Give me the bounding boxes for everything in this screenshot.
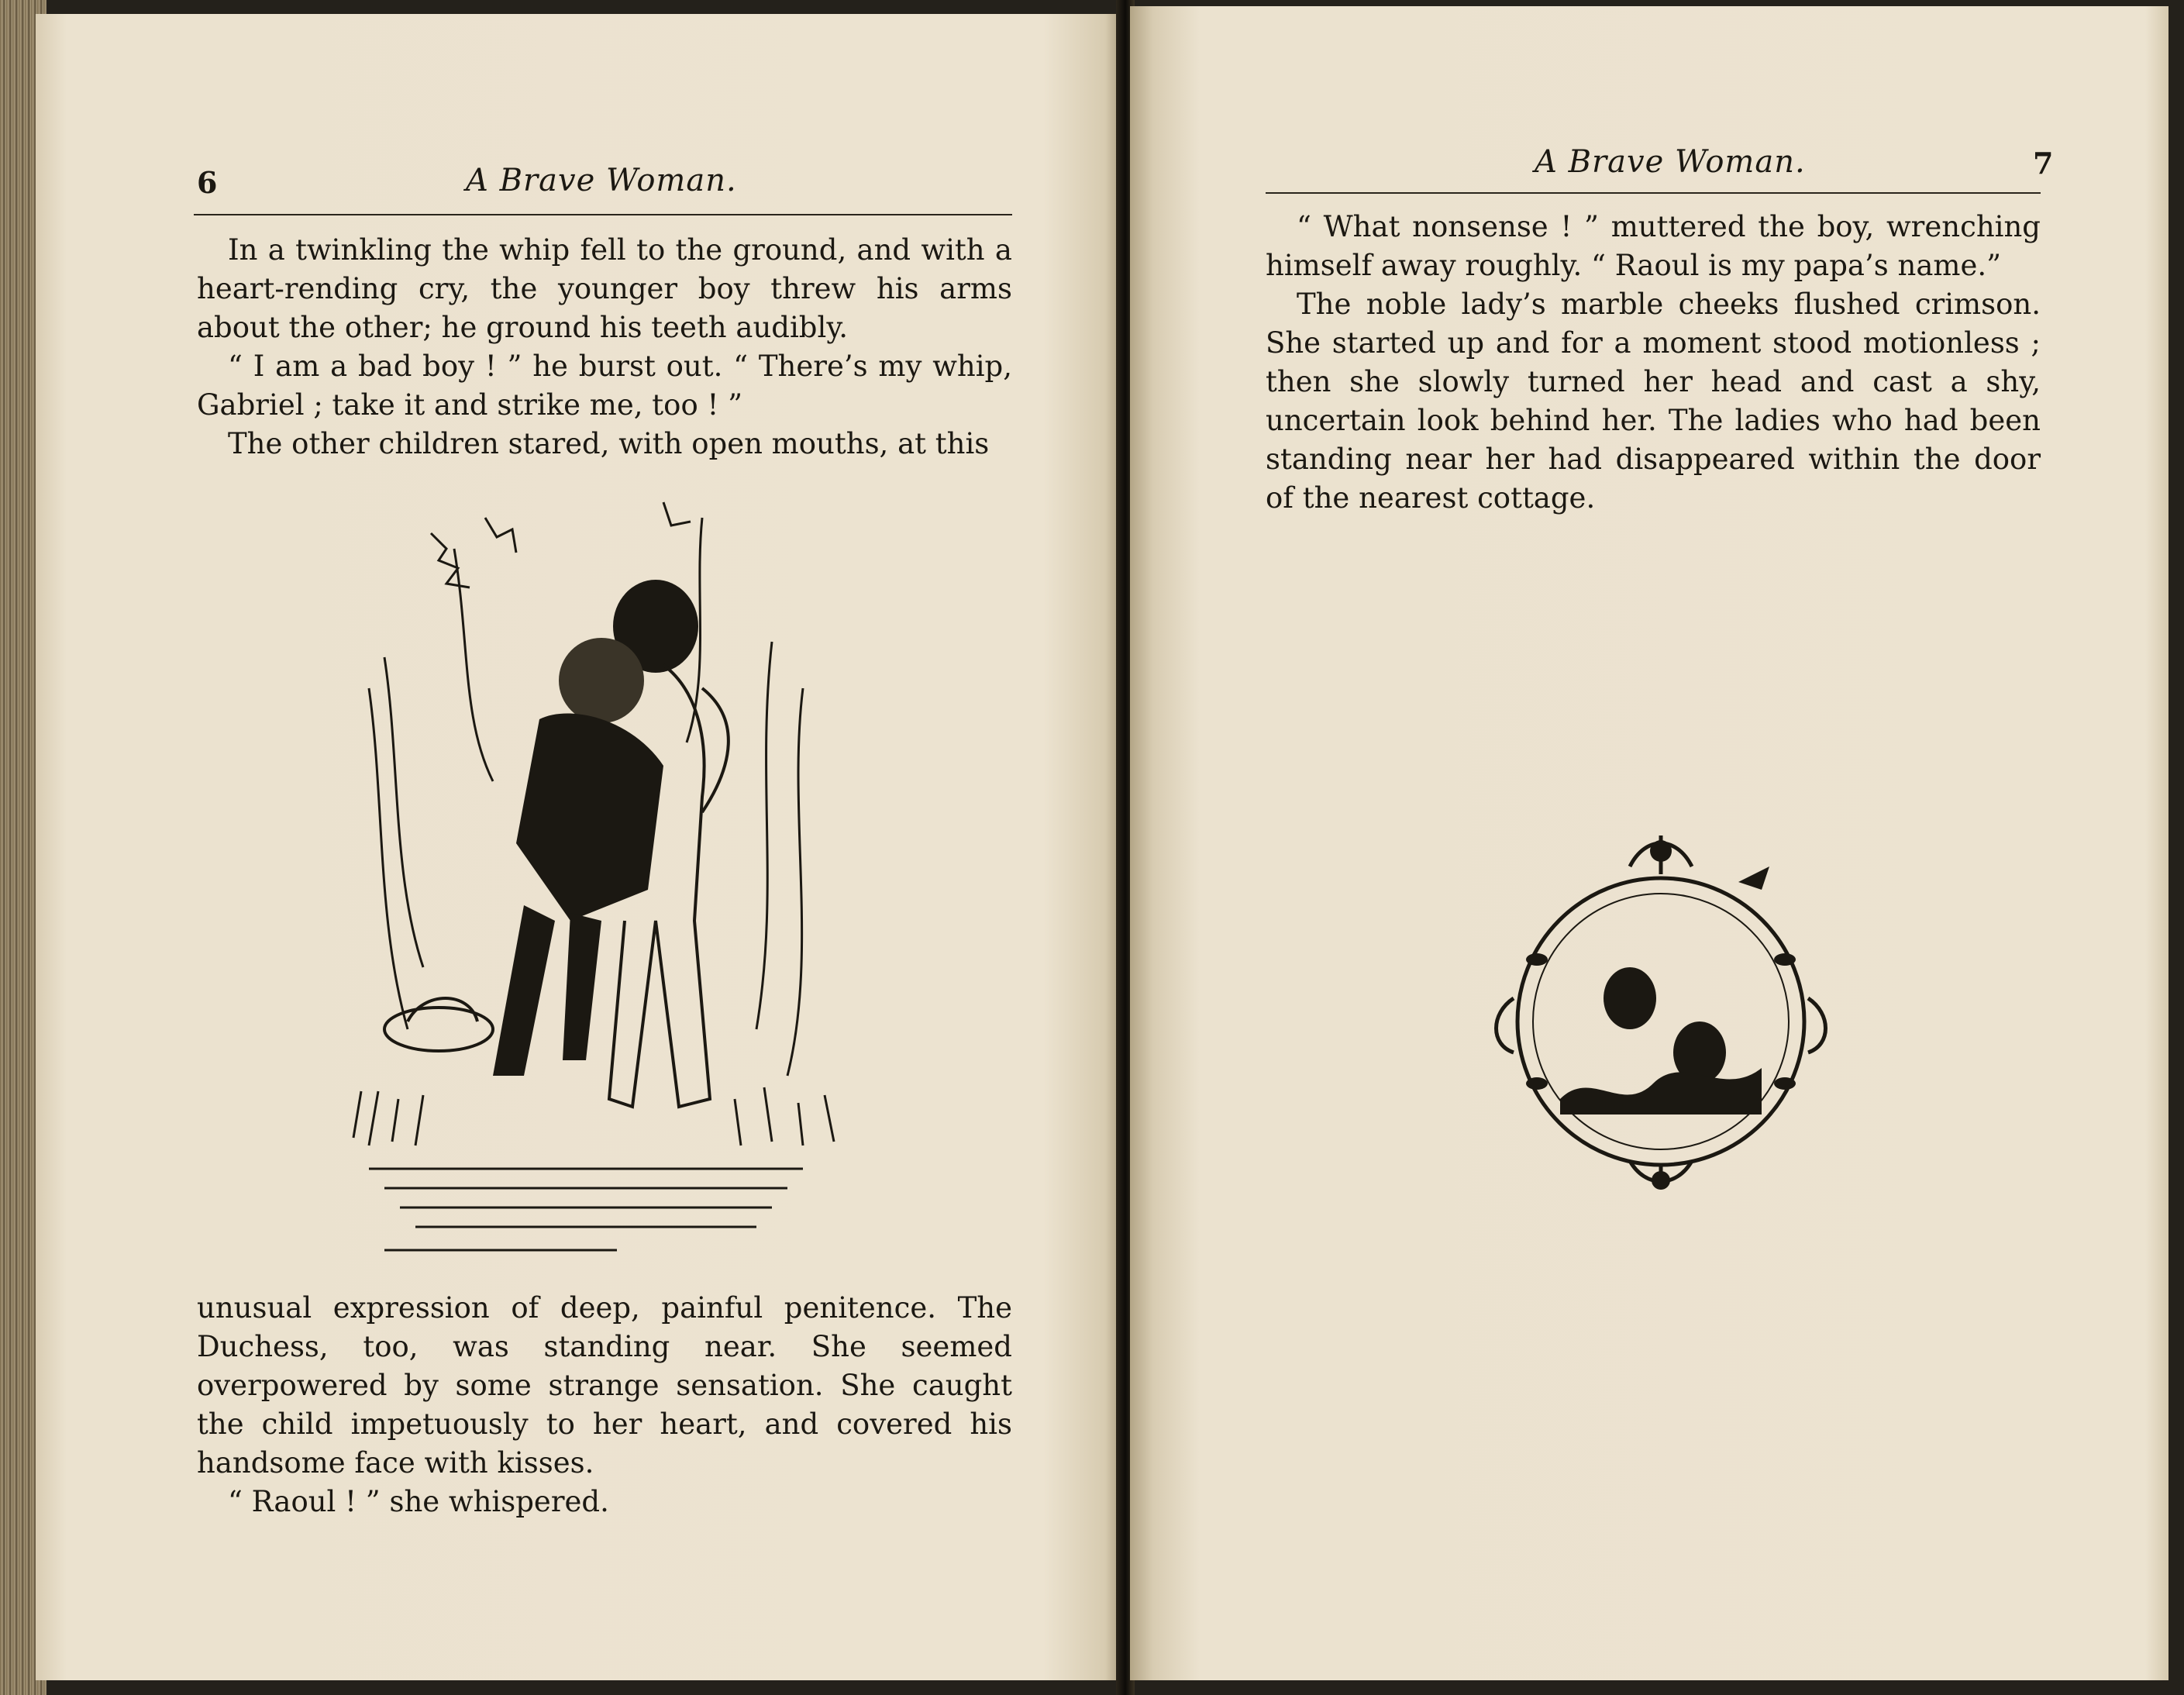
paragraph: In a twinkling the whip fell to the ground, and with a heart-rending cry, the younger boy threw his arms about the other; he ground his teeth audibly.	[197, 233, 1012, 344]
right-header-rule	[1266, 192, 2041, 194]
left-page	[36, 14, 1122, 1680]
left-text-top	[197, 231, 1012, 463]
cherub-vignette-ornament	[1490, 820, 1831, 1192]
right-page-number: 7	[2033, 146, 2054, 181]
right-page	[1130, 6, 2168, 1680]
left-header-rule	[194, 214, 1012, 215]
paragraph: unusual expression of deep, painful penitence. The Duchess, too, was standing near. She seemed overpowered by some strange sensation. She caught the child impetuously to her heart, and covered his handsome face with kisses.	[197, 1291, 1012, 1480]
paragraph: The other children stared, with open mouths, at this	[228, 427, 990, 460]
right-text	[1266, 208, 2041, 518]
left-running-head: A Brave Woman.	[466, 163, 737, 198]
left-text-bottom	[197, 1289, 1012, 1521]
paragraph: “ I am a bad boy ! ” he burst out. “ There’s my whip, Gabriel ; take it and strike me, too ! ”	[197, 350, 1012, 422]
left-page-number: 6	[197, 165, 218, 200]
paragraph: The noble lady’s marble cheeks flushed crimson. She started up and for a moment stood motionless ; then she slowly turned her head and cast a shy, uncertain look behind her. The ladies who had been standing near her had disappeared within the door of the nearest cottage.	[1266, 288, 2041, 515]
right-running-head: A Brave Woman.	[1535, 144, 1806, 180]
paragraph: “ Raoul ! ” she whispered.	[228, 1485, 609, 1518]
boys-embracing-illustration	[338, 487, 880, 1285]
paragraph: “ What nonsense ! ” muttered the boy, wrenching himself away roughly. “ Raoul is my papa’s name.”	[1266, 210, 2041, 282]
